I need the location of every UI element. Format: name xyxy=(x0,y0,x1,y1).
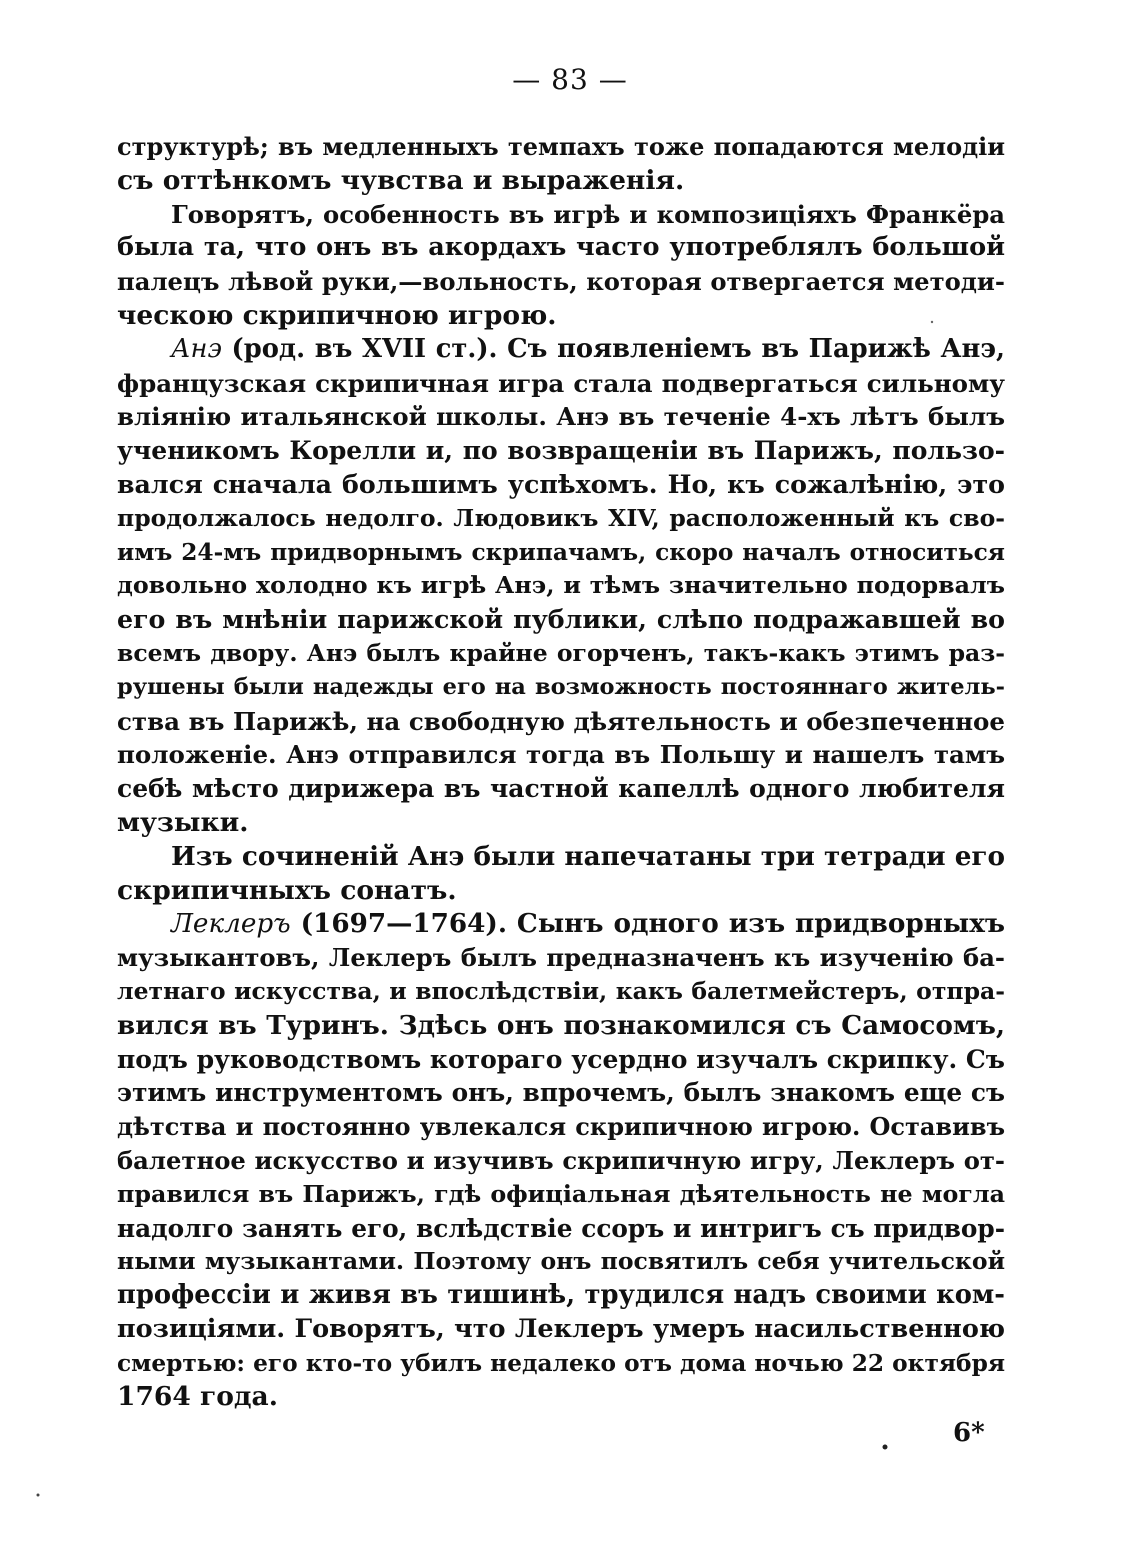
text-line xyxy=(117,1212,1005,1246)
line-text: этимъ инструментомъ онъ, впрочемъ, былъ знакомъ еще съ xyxy=(117,1078,1005,1108)
line-text: ными музыкантами. Поэтому онъ посвятилъ себя учительской xyxy=(117,1247,1005,1276)
text-line xyxy=(117,299,1005,333)
line-text: (род. въ XVII ст.). Съ появленіемъ въ Парижѣ Анэ, xyxy=(221,333,1005,364)
line-text: себѣ мѣсто дирижера въ частной капеллѣ одного любителя xyxy=(117,774,1005,804)
text-line xyxy=(117,907,1005,941)
text-line xyxy=(117,400,1005,434)
line-text: позиціями. Говорятъ, что Леклеръ умеръ насильственною xyxy=(117,1313,1005,1344)
line-text: структурѣ; въ медленныхъ темпахъ тоже попадаются мелодіи xyxy=(117,132,1005,161)
text-line xyxy=(117,536,1005,570)
line-text: ученикомъ Корелли и, по возвращеніи въ Парижъ, пользо- xyxy=(117,436,1005,466)
text-line xyxy=(117,840,1005,874)
text-line xyxy=(117,1380,1005,1414)
line-text: 1764 года. xyxy=(117,1381,278,1413)
line-text: французская скрипичная игра стала подвергаться сильному xyxy=(117,368,1005,398)
text-line xyxy=(117,468,1005,502)
line-text: съ оттѣнкомъ чувства и выраженія. xyxy=(117,164,685,196)
speck xyxy=(883,1445,888,1450)
text-line xyxy=(117,198,1005,232)
line-text: музыкантовъ, Леклеръ былъ предназначенъ къ изученію ба- xyxy=(117,943,1005,973)
body-text xyxy=(117,130,1005,1414)
line-text: Изъ сочиненій Анэ были напечатаны три тетради его xyxy=(171,840,1005,872)
text-line xyxy=(117,1313,1005,1347)
text-line xyxy=(117,434,1005,468)
line-text: была та, что онъ въ акордахъ часто употреблялъ большой xyxy=(117,232,1005,263)
text-line xyxy=(117,333,1005,367)
line-text: вался сначала большимъ успѣхомъ. Но, къ сожалѣнію, это xyxy=(117,468,1005,499)
text-line xyxy=(117,603,1005,637)
line-text: рушены были надежды его на возможность постояннаго житель- xyxy=(117,673,1005,700)
text-line xyxy=(117,164,1005,198)
text-line xyxy=(117,367,1005,401)
text-line xyxy=(117,1076,1005,1110)
text-line xyxy=(117,231,1005,265)
text-line xyxy=(117,1110,1005,1144)
text-line xyxy=(117,874,1005,908)
line-text: ства въ Парижѣ, на свободную дѣятельность и обезпеченное xyxy=(117,706,1005,736)
line-text: Говорятъ, особенность въ игрѣ и композиціяхъ Франкёра xyxy=(171,199,1005,229)
text-line xyxy=(117,738,1005,772)
line-text: правился въ Парижъ, гдѣ офиціальная дѣятельность не могла xyxy=(117,1179,1005,1208)
text-line xyxy=(117,265,1005,299)
text-line xyxy=(117,671,1005,705)
text-line xyxy=(117,1178,1005,1212)
line-text: дѣтства и постоянно увлекался скрипичною игрою. Оставивъ xyxy=(117,1112,1005,1142)
text-line xyxy=(117,502,1005,536)
text-line xyxy=(117,806,1005,840)
line-text: палецъ лѣвой руки,—вольность, которая отвергается методи- xyxy=(117,267,1005,297)
person-name: Анэ xyxy=(171,333,222,364)
text-line xyxy=(117,975,1005,1009)
line-text: балетное искусство и изучивъ скрипичную игру, Леклеръ от- xyxy=(117,1145,1005,1175)
text-line xyxy=(117,1043,1005,1077)
line-text: смертью: его кто-то убилъ недалеко отъ дома ночью 22 октября xyxy=(117,1349,1005,1377)
line-text: профессіи и живя въ тишинѣ, трудился надъ своими ком- xyxy=(117,1280,1005,1311)
page-number: — 83 — xyxy=(512,63,628,96)
text-line xyxy=(117,130,1005,164)
line-text: продолжалось недолго. Людовикъ XIV, расположенный къ сво- xyxy=(117,503,1005,532)
text-line xyxy=(117,637,1005,671)
text-line xyxy=(117,1347,1005,1381)
line-text: скрипичныхъ сонатъ. xyxy=(117,874,457,906)
text-line xyxy=(117,1279,1005,1313)
line-text: вился въ Туринъ. Здѣсь онъ познакомился съ Самосомъ, xyxy=(117,1009,1005,1041)
text-line xyxy=(117,1245,1005,1279)
text-line xyxy=(117,1009,1005,1043)
line-text: его въ мнѣніи парижской публики, слѣпо подражавшей во xyxy=(117,604,1005,635)
text-line xyxy=(117,705,1005,739)
line-text: подъ руководствомъ котораго усердно изучалъ скрипку. Съ xyxy=(117,1044,1005,1074)
person-name: Леклеръ xyxy=(171,909,291,940)
text-line xyxy=(117,772,1005,806)
line-text: положеніе. Анэ отправился тогда въ Польшу и нашелъ тамъ xyxy=(117,740,1005,770)
line-text: вліянію итальянской школы. Анэ въ теченіе 4-хъ лѣтъ былъ xyxy=(117,402,1005,432)
line-text: всемъ двору. Анэ былъ крайне огорченъ, такъ-какъ этимъ раз- xyxy=(117,638,1005,667)
text-line xyxy=(117,569,1005,603)
line-text: ческою скрипичною игрою. xyxy=(117,299,557,331)
line-text: музыки. xyxy=(117,806,249,838)
line-text: имъ 24-мъ придворнымъ скрипачамъ, скоро началъ относиться xyxy=(117,538,1005,566)
signature-mark: 6* xyxy=(953,1418,985,1448)
line-text: (1697—1764). Сынъ одного изъ придворныхъ xyxy=(290,908,1005,940)
speck xyxy=(37,1494,40,1497)
line-text: летнаго искусства, и впослѣдствіи, какъ балетмейстеръ, отпра- xyxy=(117,976,1005,1005)
line-text: надолго занять его, вслѣдствіе ссоръ и интригъ съ придвор- xyxy=(117,1213,1005,1243)
line-text: довольно холодно къ игрѣ Анэ, и тѣмъ значительно подорвалъ xyxy=(117,571,1005,600)
text-line xyxy=(117,941,1005,975)
text-line xyxy=(117,1144,1005,1178)
